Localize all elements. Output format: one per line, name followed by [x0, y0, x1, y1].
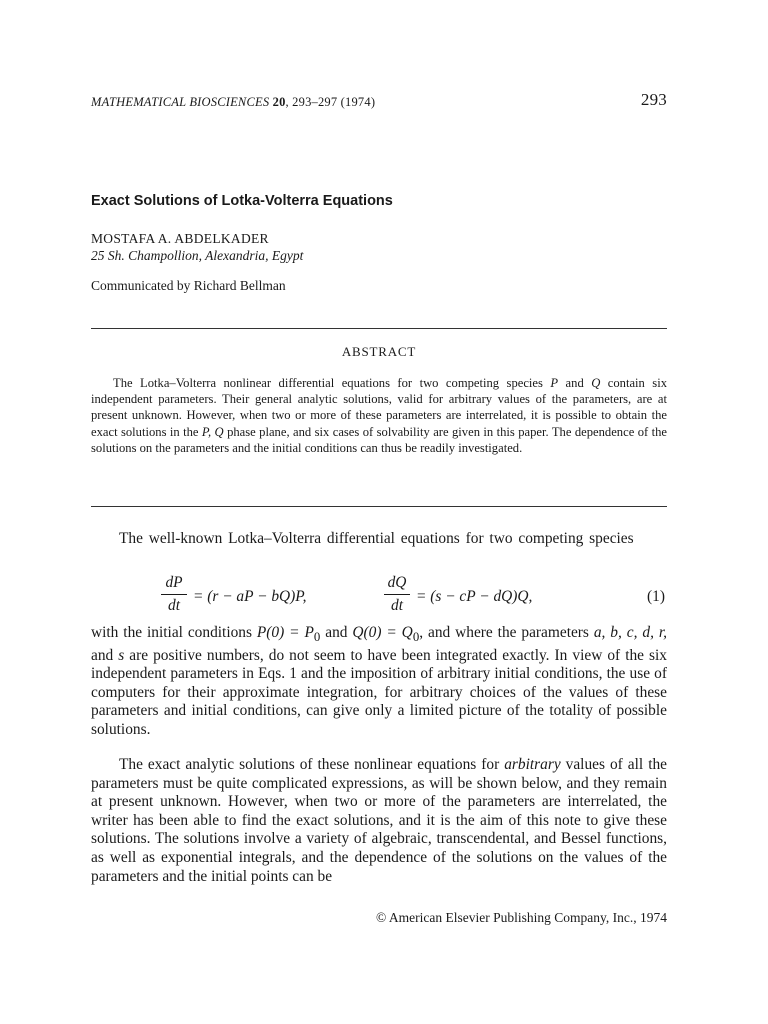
para3-text-a: The exact analytic solutions of these nonlinear equations for	[119, 756, 505, 773]
equation-number: (1)	[647, 588, 665, 605]
fraction-denominator: dt	[168, 597, 180, 614]
abstract-text-a: The Lotka–Volterra nonlinear differential equations for two competing species	[113, 376, 551, 390]
emphasis-arbitrary: arbitrary	[504, 756, 561, 773]
running-head	[91, 90, 667, 110]
fraction-dp-dt	[161, 574, 187, 615]
subscript-zero: 0	[313, 630, 321, 645]
body-paragraph-1: The well-known Lotka–Volterra differential equations for two competing species	[119, 530, 634, 547]
para2-text-c: , and where the parameters	[419, 624, 594, 641]
author-affiliation: 25 Sh. Champollion, Alexandria, Egypt	[91, 248, 304, 263]
fraction-numerator: dQ	[387, 574, 407, 591]
abstract-var-q: Q	[591, 376, 601, 390]
abstract-var-pq: P, Q	[201, 424, 224, 439]
abstract-top-rule	[91, 328, 667, 329]
abstract-heading: ABSTRACT	[341, 344, 417, 359]
abstract-text-b: and	[558, 376, 592, 390]
journal-name: MATHEMATICAL BIOSCIENCES	[91, 95, 270, 109]
para2-text-b: and	[320, 624, 353, 641]
initial-condition-q: Q(0) = Q	[352, 624, 413, 641]
page-number: 293	[640, 90, 667, 109]
body-paragraph-2	[91, 624, 667, 740]
subscript-zero: 0	[412, 630, 420, 645]
fraction-dq-dt	[384, 574, 410, 615]
para2-text-a: with the initial conditions	[91, 624, 257, 641]
equation-rhs-2: = (s − cP − dQ)Q,	[416, 588, 533, 605]
para3-text-b: values of all the parameters must be quite complicated expressions, as will be shown below, and they remain at present unknown. However, when two or more of the parameters are interrelated, the writer has been able to find the exact solutions, and it is the aim of this note to give these solutions. The solutions involve a variety of algebraic, transcendental, and Bessel functions, as well as exponential integrals, and the dependence of the solutions on the values of the parameters and the initial points can be	[91, 756, 667, 885]
pages-year: , 293–297 (1974)	[285, 95, 376, 109]
abstract-bottom-rule	[91, 506, 667, 507]
para2-text-e: are positive numbers, do not seem to have been integrated exactly. In view of the six independent parameters in Eqs. 1 and the imposition of arbitrary initial conditions, the use of computers for their approximate integration, for arbitrary choices of the values of these parameters and initial conditions, can give only a limited picture of the totality of possible solutions.	[91, 646, 667, 739]
volume-number: 20	[272, 95, 286, 109]
fraction-bar	[384, 594, 410, 595]
author-name: MOSTAFA A. ABDELKADER	[91, 231, 269, 246]
abstract-body	[91, 375, 667, 456]
equation-1	[91, 572, 667, 624]
parameter-s: s	[118, 646, 125, 664]
abstract-text-d: phase plane, and six cases of solvability are given in this paper. The dependence of the solutions on the parameters and the initial conditions can thus be readily investigated.	[91, 424, 667, 455]
fraction-bar	[161, 594, 187, 595]
body-paragraph-3	[91, 756, 667, 886]
communicated-by: Communicated by Richard Bellman	[91, 278, 286, 293]
para2-text-d: and	[91, 646, 119, 664]
parameter-list: a, b, c, d, r,	[593, 624, 667, 641]
fraction-numerator: dP	[165, 574, 183, 591]
initial-condition-p: P(0) = P	[256, 624, 314, 641]
copyright-notice: © American Elsevier Publishing Company, Inc., 1974	[376, 910, 667, 925]
abstract-text-c: contain six independent parameters. Their general analytic solutions, valid for arbitrary values of the parameters, are at present unknown. However, when two or more of these parameters are interrelated, it is possible to obtain the exact solutions in the	[91, 376, 668, 439]
fraction-denominator: dt	[391, 597, 403, 614]
article-title: Exact Solutions of Lotka-Volterra Equations	[91, 193, 393, 209]
abstract-var-p: P	[550, 376, 559, 390]
equation-rhs-1: = (r − aP − bQ)P,	[193, 588, 307, 605]
